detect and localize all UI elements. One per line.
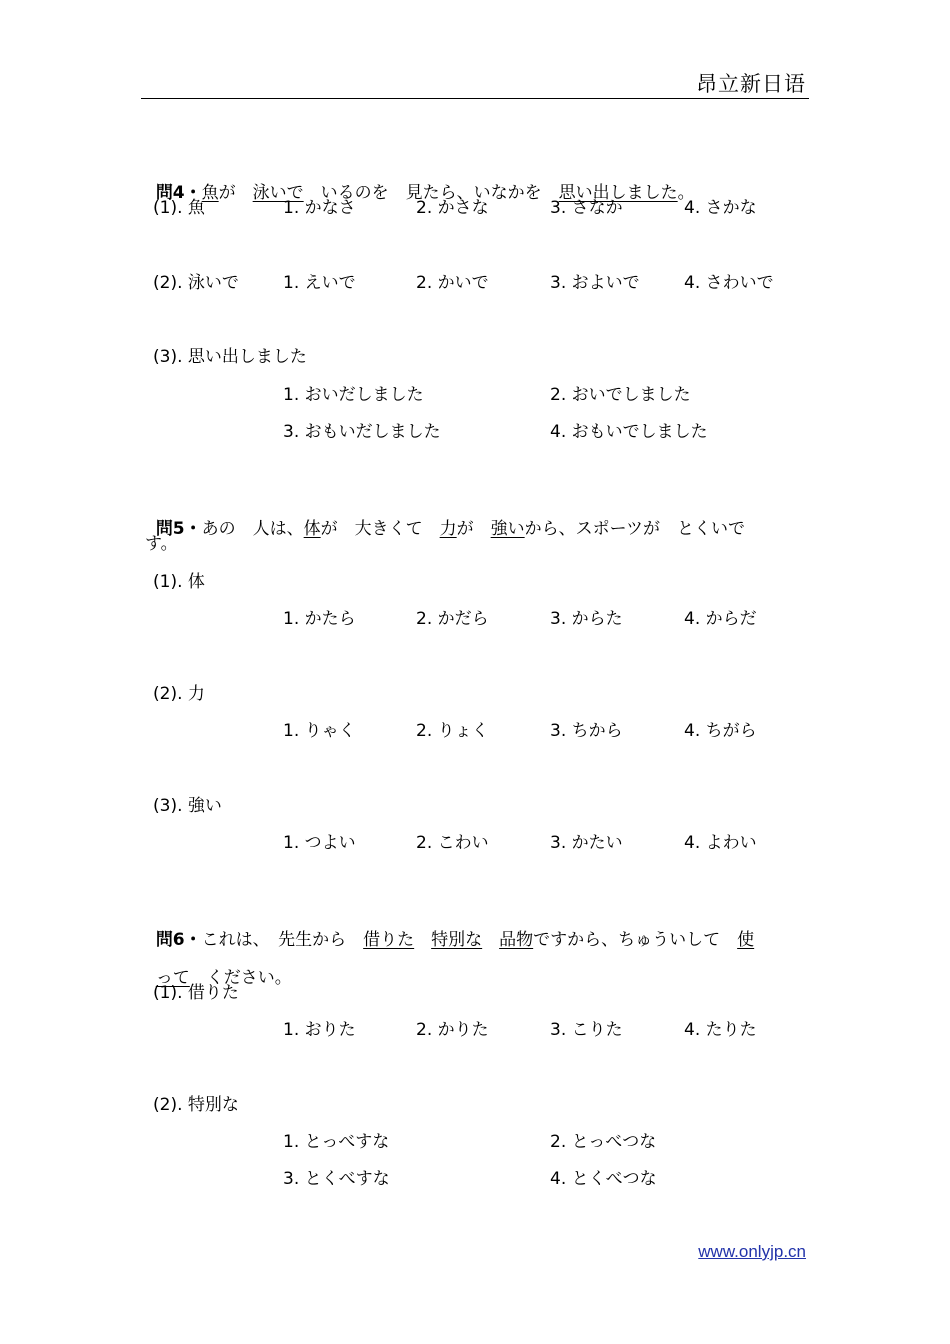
- sentence-text: ください。: [189, 968, 292, 988]
- q4-part-2-option-1[interactable]: 1. えいで: [283, 273, 356, 293]
- sentence-text: 。: [677, 183, 695, 203]
- underlined-word: 強い: [490, 519, 525, 539]
- q4-part-3-option-4[interactable]: 4. おもいでしました: [550, 422, 708, 442]
- q5-part-3-option-3[interactable]: 3. かたい: [550, 833, 623, 853]
- q4-part-1-option-2[interactable]: 2. かさな: [416, 198, 489, 218]
- q6-part-2-option-1[interactable]: 1. とっべすな: [283, 1132, 390, 1152]
- question-number: 問6・: [155, 930, 202, 950]
- footer-website-link[interactable]: www.onlyjp.cn: [698, 1242, 806, 1261]
- q4-part-2-label: (2). 泳いで: [153, 273, 239, 293]
- q5-part-2-option-3[interactable]: 3. ちから: [550, 721, 623, 741]
- underlined-word: 使: [737, 930, 755, 950]
- sentence-text: が: [456, 519, 491, 539]
- question-number: 問5・: [155, 519, 202, 539]
- sentence-text: [482, 930, 499, 950]
- q5-part-3-option-4[interactable]: 4. よわい: [684, 833, 757, 853]
- underlined-word: って: [155, 968, 190, 988]
- q4-part-1-option-1[interactable]: 1. かなさ: [283, 198, 356, 218]
- q4-part-1-option-3[interactable]: 3. さなか: [550, 198, 623, 218]
- q6-part-1-option-4[interactable]: 4. たりた: [684, 1020, 757, 1040]
- q5-part-2-option-1[interactable]: 1. りゃく: [283, 721, 356, 741]
- sentence-text: から、スポーツが とくいで: [524, 519, 745, 539]
- underlined-word: 特別な: [431, 930, 483, 950]
- q6-part-1-option-3[interactable]: 3. こりた: [550, 1020, 623, 1040]
- underlined-word: 思い出しました: [558, 183, 678, 203]
- q4-part-2-option-4[interactable]: 4. さわいで: [684, 273, 774, 293]
- q6-part-2-label: (2). 特別な: [153, 1095, 239, 1115]
- sentence-text: ですから、ちゅういして: [533, 930, 738, 950]
- sentence-text: いるのを 見たら、いなかを: [303, 183, 559, 203]
- q5-part-3-label: (3). 強い: [153, 796, 222, 816]
- q6-part-2-option-4[interactable]: 4. とくべつな: [550, 1169, 657, 1189]
- underlined-word: 品物: [499, 930, 534, 950]
- sentence-text: [414, 930, 431, 950]
- underlined-word: 力: [439, 519, 457, 539]
- q6-part-1-option-1[interactable]: 1. おりた: [283, 1020, 356, 1040]
- q5-part-2-label: (2). 力: [153, 684, 205, 704]
- question-5-sentence: [145, 496, 745, 540]
- q5-part-2-option-4[interactable]: 4. ちがら: [684, 721, 757, 741]
- q5-part-1-option-1[interactable]: 1. かたら: [283, 609, 356, 629]
- q5-part-3-option-1[interactable]: 1. つよい: [283, 833, 356, 853]
- q4-part-3-option-2[interactable]: 2. おいでしました: [550, 385, 691, 405]
- q5-part-2-option-2[interactable]: 2. りょく: [416, 721, 489, 741]
- q4-part-3-option-3[interactable]: 3. おもいだしました: [283, 422, 441, 442]
- q5-part-1-label: (1). 体: [153, 572, 205, 592]
- q6-part-2-option-3[interactable]: 3. とくべすな: [283, 1169, 390, 1189]
- underlined-word: 体: [303, 519, 321, 539]
- q4-part-1-label: (1). 魚: [153, 198, 205, 218]
- header-divider: [141, 98, 809, 99]
- q6-part-1-label: (1). 借りた: [153, 983, 239, 1003]
- q5-part-1-option-3[interactable]: 3. からた: [550, 609, 623, 629]
- q5-part-1-option-2[interactable]: 2. かだら: [416, 609, 489, 629]
- q4-part-2-option-3[interactable]: 3. およいで: [550, 273, 640, 293]
- underlined-word: 借りた: [363, 930, 415, 950]
- q5-part-1-option-4[interactable]: 4. からだ: [684, 609, 757, 629]
- underlined-word: 泳いで: [252, 183, 304, 203]
- underlined-word: 魚: [201, 183, 219, 203]
- q5-part-3-option-2[interactable]: 2. こわい: [416, 833, 489, 853]
- sentence-text: あの 人は、: [201, 519, 304, 539]
- q6-part-1-option-2[interactable]: 2. かりた: [416, 1020, 489, 1040]
- q4-part-2-option-2[interactable]: 2. かいで: [416, 273, 489, 293]
- header-title: 昂立新日语: [696, 72, 806, 96]
- question-5-sentence-continued: す。: [145, 534, 178, 554]
- sentence-text: これは、 先生から: [201, 930, 364, 950]
- q4-part-3-option-1[interactable]: 1. おいだしました: [283, 385, 424, 405]
- sentence-text: が 大きくて: [320, 519, 440, 539]
- q6-part-2-option-2[interactable]: 2. とっべつな: [550, 1132, 657, 1152]
- sentence-text: が: [218, 183, 253, 203]
- q4-part-1-option-4[interactable]: 4. さかな: [684, 198, 757, 218]
- question-number: 問4・: [155, 183, 202, 203]
- q4-part-3-label: (3). 思い出しました: [153, 347, 307, 367]
